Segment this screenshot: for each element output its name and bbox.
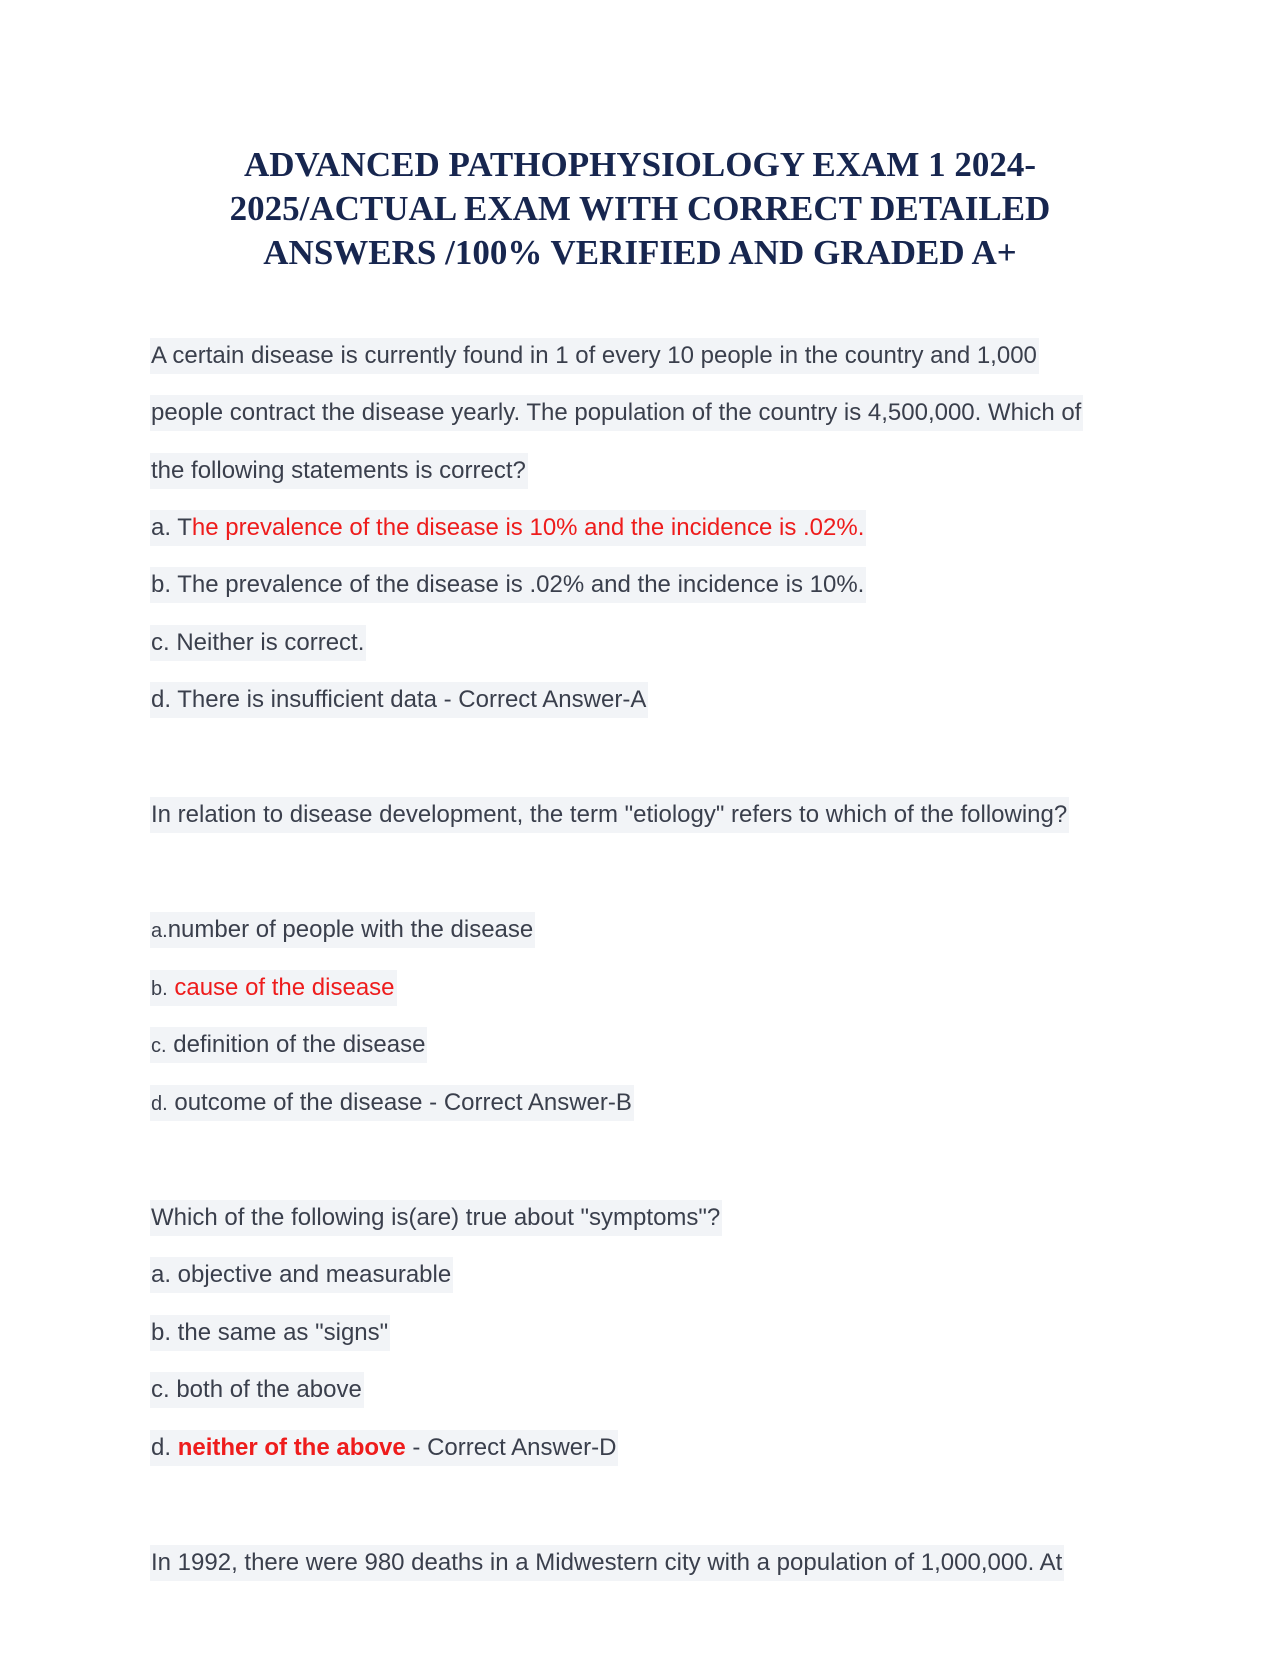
q3-option-a: a. objective and measurable — [150, 1257, 453, 1293]
title-line-3: ANSWERS /100% VERIFIED AND GRADED A+ — [263, 233, 1017, 272]
option-letter: d. — [151, 1093, 168, 1115]
option-suffix: - Correct Answer-D — [405, 1434, 617, 1461]
q1-stem-line-2: people contract the disease yearly. The population of the country is 4,500,000. Which of — [150, 395, 1083, 431]
q1-option-c: c. Neither is correct. — [150, 625, 366, 661]
q2-option-b — [150, 970, 397, 1006]
q1-stem-line-1: A certain disease is currently found in 1 of every 10 people in the country and 1,000 — [150, 338, 1039, 374]
q4-stem-line-1: In 1992, there were 980 deaths in a Midwestern city with a population of 1,000,000. At — [150, 1545, 1064, 1581]
option-text: definition of the disease — [173, 1031, 426, 1058]
q1-option-a — [150, 510, 866, 546]
q2-stem: In relation to disease development, the term "etiology" refers to which of the following? — [150, 797, 1069, 833]
q1-option-b: b. The prevalence of the disease is .02% and the incidence is 10%. — [150, 567, 866, 603]
q1-stem-line-3: the following statements is correct? — [150, 453, 528, 489]
q2-option-d — [150, 1085, 634, 1121]
q3-option-c: c. both of the above — [150, 1372, 364, 1408]
option-prefix: a. T — [151, 514, 192, 541]
q3-stem: Which of the following is(are) true about "symptoms"? — [150, 1200, 722, 1236]
q2-option-c — [150, 1027, 427, 1063]
option-letter: b. — [151, 978, 168, 1000]
option-text: number of people with the disease — [167, 916, 534, 943]
correct-answer-text: cause of the disease — [174, 974, 395, 1001]
option-letter: a. — [151, 920, 168, 942]
document-title — [130, 143, 1150, 275]
correct-answer-text: he prevalence of the disease is 10% and the incidence is .02%. — [191, 514, 865, 541]
q3-option-b: b. the same as "signs" — [150, 1315, 390, 1351]
option-letter: c. — [151, 1035, 167, 1057]
q3-option-d — [150, 1430, 618, 1466]
title-line-2: 2025/ACTUAL EXAM WITH CORRECT DETAILED — [229, 189, 1051, 228]
correct-answer-text: neither of the above — [177, 1434, 406, 1461]
option-prefix: d. — [151, 1434, 178, 1461]
q1-option-d: d. There is insufficient data - Correct Answer-A — [150, 682, 648, 718]
option-text: outcome of the disease - Correct Answer-B — [174, 1089, 632, 1116]
title-line-1: ADVANCED PATHOPHYSIOLOGY EXAM 1 2024- — [243, 145, 1037, 184]
q2-option-a — [150, 912, 535, 948]
